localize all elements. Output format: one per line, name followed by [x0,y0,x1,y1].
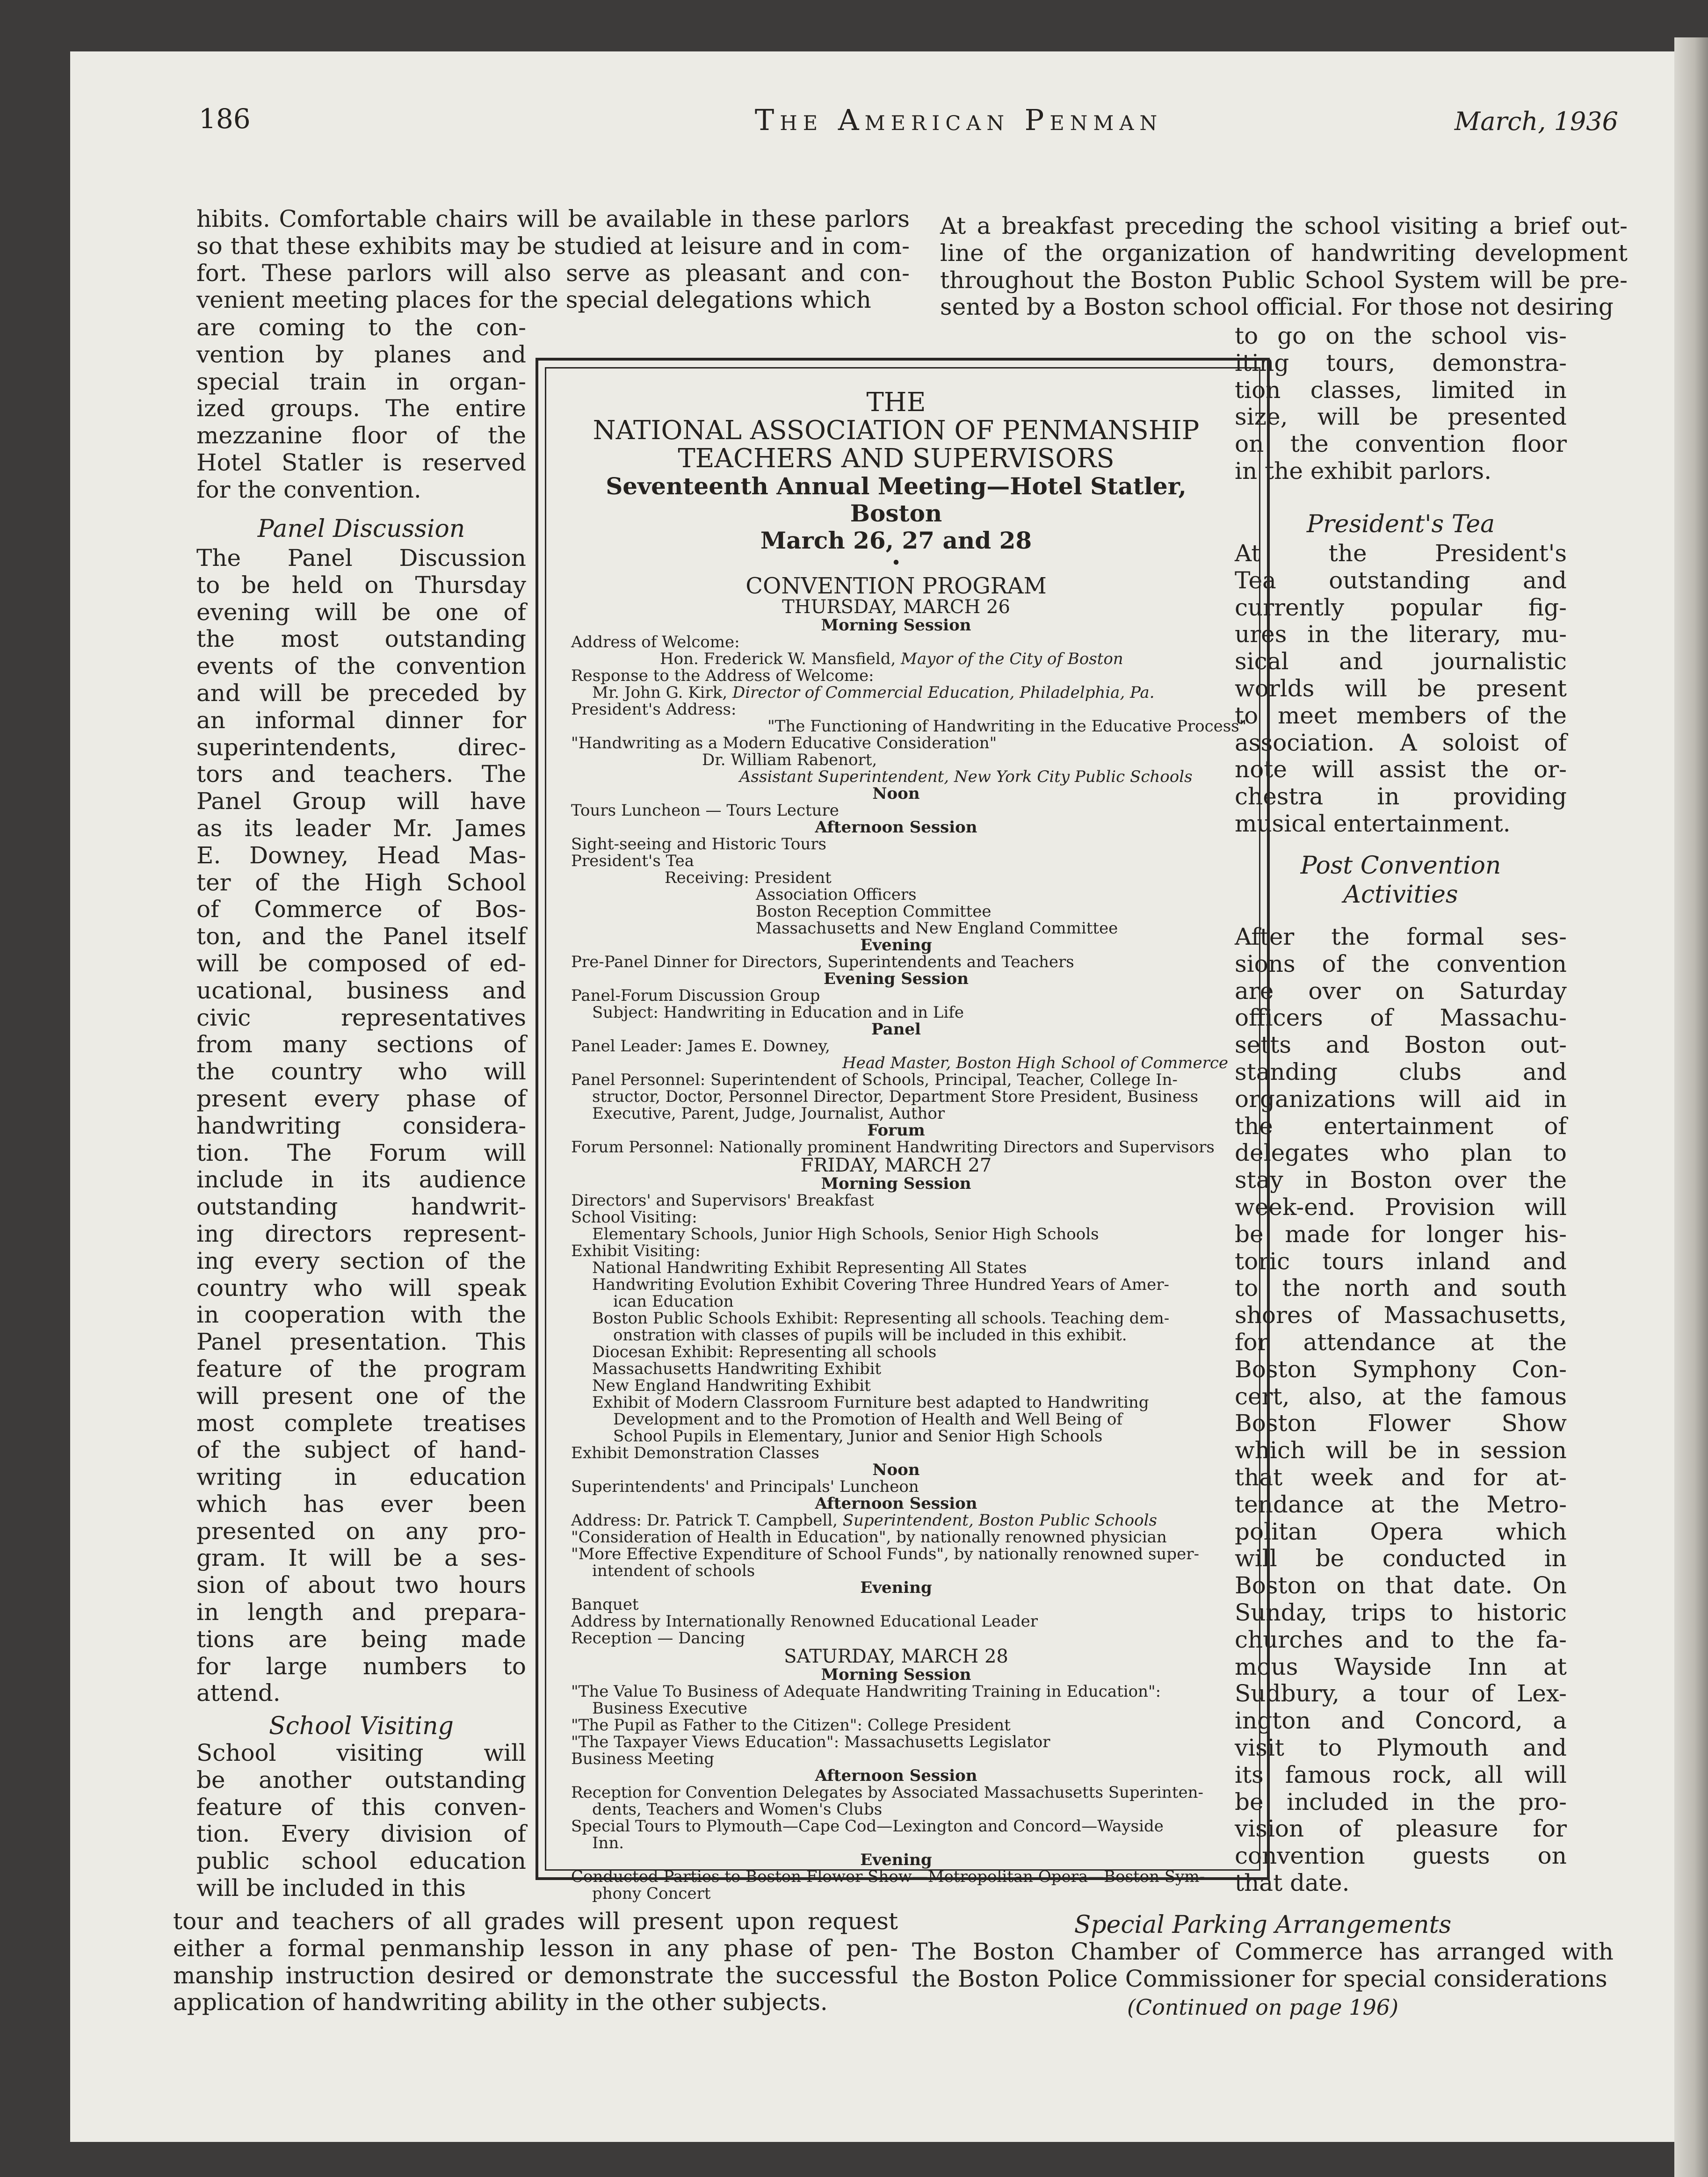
text-line: shores of Massachusetts, [1235,1302,1567,1329]
text-line: Boston on that date. On [1235,1572,1567,1599]
program-line: Panel Leader: James E. Downey, [571,1037,830,1056]
program-line: Business Executive [592,1699,747,1718]
presidents-tea-paragraph [1235,540,1567,838]
text-line: mous Wayside Inn at [1235,1653,1567,1680]
program-line: Head Master, Boston High School of Commerce [842,1054,1229,1072]
program-dates-line: March 26, 27 and 28 [760,527,1032,554]
issue-date: March, 1936 [1454,107,1618,136]
program-line: dents, Teachers and Women's Clubs [592,1800,883,1819]
program-line: Special Tours to Plymouth—Cape Cod—Lexington and Concord—Wayside [571,1817,1164,1836]
text-line: so that these exhibits may be studied at leisure and in com- [196,232,910,260]
thursday-afternoon-session: Afternoon Session [815,818,977,837]
text-line: an informal dinner for [196,706,526,734]
text-line: from many sections of [196,1031,526,1058]
program-line: ican Education [613,1292,734,1311]
program-line: Executive, Parent, Judge, Journalist, Author [592,1104,945,1123]
text-line: in length and prepara- [196,1598,526,1626]
text-line: are over on Saturday [1235,977,1567,1005]
left-convention-paragraph [196,314,526,504]
program-line: Mr. John G. Kirk, Director of Commercial Education, Philadelphia, Pa. [592,683,1155,702]
program-line: Business Meeting [571,1750,715,1768]
program-line: "The Functioning of Handwriting in the Educative Process" [767,717,1247,736]
text-line: Boston Flower Show [1235,1410,1567,1437]
text-line: ucational, business and [196,976,526,1004]
text-line: musical entertainment. [1235,810,1511,837]
program-line: Exhibit Demonstration Classes [571,1444,819,1462]
program-line: Directors' and Supervisors' Breakfast [571,1191,874,1210]
program-line: Conducted Parties to Boston Flower Show—Metropolitan Opera—Boston Sym- [571,1867,1205,1886]
text-line: Hotel Statler is reserved [196,448,526,476]
saturday-morning-session: Morning Session [821,1665,971,1684]
program-line: Development and to the Promotion of Health and Well Being of [613,1410,1122,1429]
text-line: throughout the Boston Public School System will be pre- [940,266,1628,294]
text-line: tions are being made [196,1625,526,1653]
text-line: size, will be presented [1235,403,1567,431]
text-line: in the exhibit parlors. [1235,457,1492,485]
friday-heading: FRIDAY, MARCH 27 [800,1155,992,1176]
text-line: to go on the school vis- [1235,322,1567,349]
text-line: week-end. Provision will [1235,1193,1567,1221]
friday-morning-session: Morning Session [821,1174,971,1193]
text-line: hibits. Comfortable chairs will be available in these parlors [196,205,910,232]
program-line: Diocesan Exhibit: Representing all schools [592,1343,937,1361]
text-line: Tea outstanding and [1235,566,1567,594]
text-line: the country who will [196,1058,526,1085]
text-line: will be composed of ed- [196,949,526,977]
program-line: Boston Public Schools Exhibit: Representing all schools. Teaching dem- [592,1309,1170,1328]
program-line: Elementary Schools, Junior High Schools, Senior High Schools [592,1225,1099,1244]
text-line: civic representatives [196,1004,526,1031]
text-line: to meet members of the [1235,702,1567,729]
text-line: ter of the High School [196,868,526,896]
presidents-tea-heading: President's Tea [1306,510,1495,538]
program-line: Panel-Forum Discussion Group [571,986,820,1005]
program-line: intendent of schools [592,1562,755,1580]
text-line: which will be in session [1235,1437,1567,1464]
text-line: mezzanine floor of the [196,422,526,449]
program-line: onstration with classes of pupils will be included in this exhibit. [613,1326,1127,1345]
program-line: School Pupils in Elementary, Junior and Senior High Schools [613,1427,1103,1446]
text-line: of Commerce of Bos- [196,896,526,923]
text-line: superintendents, direc- [196,733,526,761]
text-line: visit to Plymouth and [1235,1734,1567,1761]
text-line: evening will be one of [196,598,526,626]
program-line: Exhibit Visiting: [571,1242,701,1260]
program-title-the: THE [866,387,926,418]
program-line: School Visiting: [571,1208,697,1227]
text-line: of the subject of hand- [196,1436,526,1464]
program-line: "Consideration of Health in Education", by nationally renowned physician [571,1528,1167,1547]
text-line: feature of this conven- [196,1793,526,1821]
text-line: Sunday, trips to historic [1235,1598,1567,1626]
convention-program-box [536,358,1270,1903]
text-line: sical and journalistic [1235,648,1567,675]
text-line: tion. The Forum will [196,1139,526,1166]
text-line: At the President's [1235,540,1567,567]
text-line: to be held on Thursday [196,571,526,599]
text-line: After the formal ses- [1235,923,1567,950]
text-line: setts and Boston out- [1235,1031,1567,1059]
program-line: Subject: Handwriting in Education and in Life [592,1003,964,1022]
program-line: Tours Luncheon — Tours Lecture [571,801,839,820]
continued-note: (Continued on page 196) [1127,1995,1399,2020]
text-line: will be conducted in [1235,1545,1567,1572]
program-line: "The Taxpayer Views Education": Massachusetts Legislator [571,1733,1050,1751]
panel-discussion-paragraph [196,545,526,1707]
text-line: currently popular fig- [1235,593,1567,621]
program-title-line3: TEACHERS AND SUPERVISORS [678,443,1115,474]
program-line: Massachusetts and New England Committee [756,919,1118,938]
program-line: President's Address: [571,700,737,719]
text-line: iting tours, demonstra- [1235,349,1567,376]
page-number: 186 [199,103,251,135]
text-line: ized groups. The entire [196,395,526,422]
text-line: for large numbers to [196,1652,526,1680]
program-meeting-line: Seventeenth Annual Meeting—Hotel Statler, Boston [606,472,1187,527]
program-line: Pre-Panel Dinner for Directors, Superintendents and Teachers [571,953,1074,971]
program-line: Banquet [571,1595,639,1614]
text-line: the most outstanding [196,625,526,653]
text-line: Boston Symphony Con- [1235,1355,1567,1383]
text-line: chestra in providing [1235,783,1567,810]
thursday-morning-session: Morning Session [821,616,971,635]
program-line: "More Effective Expenditure of School Funds", by nationally renowned super- [571,1545,1199,1563]
text-line: public school education [196,1847,526,1875]
text-line: application of handwriting ability in the other subjects. [173,1989,828,2016]
text-line: stay in Boston over the [1235,1166,1567,1194]
school-visiting-continuation [173,1908,898,2016]
text-line: handwriting considera- [196,1112,526,1139]
text-line: and will be preceded by [196,679,526,707]
program-line: Boston Reception Committee [756,902,992,921]
program-line: New England Handwriting Exhibit [592,1376,871,1395]
text-line: the entertainment of [1235,1112,1567,1140]
program-line: Massachusetts Handwriting Exhibit [592,1360,882,1378]
text-line: be another outstanding [196,1766,526,1794]
program-line: Exhibit of Modern Classroom Furniture best adapted to Handwriting [592,1393,1149,1412]
text-line: ures in the literary, mu- [1235,621,1567,648]
program-line: Assistant Superintendent, New York City Public Schools [739,767,1193,786]
text-line: line of the organization of handwriting development [940,239,1628,267]
text-line: churches and to the fa- [1235,1626,1567,1653]
school-visiting-paragraph [196,1740,526,1902]
text-line: The Panel Discussion [196,544,526,571]
friday-evening: Evening [860,1578,932,1597]
text-line: vision of pleasure for [1235,1815,1567,1843]
text-line: as its leader Mr. James [196,814,526,842]
thursday-evening: Evening [860,936,932,955]
text-line: events of the convention [196,652,526,680]
text-line: attend. [196,1679,281,1707]
program-line: structor, Doctor, Personnel Director, Department Store President, Business [592,1087,1199,1106]
forum-heading: Forum [867,1121,925,1140]
school-visiting-heading: School Visiting [269,1712,454,1740]
program-line: "Handwriting as a Modern Educative Consideration" [571,734,997,752]
text-line: are coming to the con- [196,314,526,341]
text-line: note will assist the or- [1235,756,1567,783]
text-line: At a breakfast preceding the school visiting a brief out- [940,212,1628,239]
text-line: School visiting will [196,1739,526,1766]
text-line: will be included in this [196,1874,466,1902]
text-line: politan Opera which [1235,1518,1567,1545]
text-line: writing in education [196,1463,526,1491]
post-convention-paragraph [1235,924,1567,1897]
text-line: gram. It will be a ses- [196,1544,526,1572]
program-line: Address: Dr. Patrick T. Campbell, Superintendent, Boston Public Schools [571,1511,1157,1530]
post-convention-heading [1235,851,1567,909]
parking-paragraph [912,1938,1614,1993]
text-line: organizations will aid in [1235,1085,1567,1113]
post-convention-heading-line1: Post Convention [1300,852,1501,880]
running-title: The American Penman [754,103,1163,137]
thursday-evening-session: Evening Session [823,969,969,988]
program-line: Response to the Address of Welcome: [571,666,874,685]
thursday-heading: THURSDAY, MARCH 26 [782,596,1010,618]
text-line: ington and Concord, a [1235,1707,1567,1735]
text-line: special train in organ- [196,368,526,395]
demonstration-paragraph [1235,323,1567,485]
text-line: Panel Group will have [196,788,526,815]
text-line: tour and teachers of all grades will present upon request [173,1908,898,1935]
text-line: association. A soloist of [1235,729,1567,756]
program-line: Forum Personnel: Nationally prominent Handwriting Directors and Supervisors [571,1138,1215,1157]
text-line: worlds will be present [1235,674,1567,702]
saturday-afternoon-session: Afternoon Session [815,1766,977,1785]
text-line: sented by a Boston school official. For those not desiring [940,293,1614,321]
program-line: Address by Internationally Renowned Educational Leader [571,1612,1038,1631]
program-line: Reception for Convention Delegates by Associated Massachusetts Superinten- [571,1783,1203,1802]
text-line: to the north and south [1235,1274,1567,1302]
program-line: Dr. William Rabenort, [702,751,877,769]
text-line: presented on any pro- [196,1517,526,1545]
thursday-noon: Noon [872,784,920,803]
text-line: sions of the convention [1235,950,1567,977]
text-line: either a formal penmanship lesson in any phase of pen- [173,1934,898,1962]
post-convention-heading-line2: Activities [1343,881,1458,909]
friday-afternoon-session: Afternoon Session [815,1494,977,1513]
text-line: The Boston Chamber of Commerce has arranged with [912,1938,1614,1965]
program-line: phony Concert [592,1884,711,1903]
program-line: President's Tea [571,852,695,870]
text-line: convention guests on [1235,1842,1567,1870]
text-line: present every phase of [196,1085,526,1112]
text-line: its famous rock, all will [1235,1761,1567,1788]
program-line: Panel Personnel: Superintendent of Schools, Principal, Teacher, College In- [571,1070,1178,1089]
text-line: ing every section of the [196,1247,526,1274]
convention-program-heading: CONVENTION PROGRAM [745,573,1047,599]
text-line: tion. Every division of [196,1820,526,1848]
text-line: tors and teachers. The [196,760,526,788]
text-line: feature of the program [196,1355,526,1382]
saturday-evening: Evening [860,1851,932,1869]
program-line: Reception — Dancing [571,1629,745,1648]
program-title-line2: NATIONAL ASSOCIATION OF PENMANSHIP [593,415,1200,446]
text-line: toric tours inland and [1235,1247,1567,1275]
program-line: "The Pupil as Father to the Citizen": College President [571,1716,1011,1735]
text-line: vention by planes and [196,340,526,368]
text-line: that date. [1235,1869,1350,1896]
bullet-ornament: • [891,554,901,573]
text-line: on the convention floor [1235,430,1567,458]
text-line: which has ever been [196,1490,526,1518]
text-line: ing directors represent- [196,1220,526,1247]
text-line: be made for longer his- [1235,1220,1567,1248]
breakfast-paragraph [940,213,1628,321]
parking-heading: Special Parking Arrangements [1074,1911,1452,1939]
text-line: for attendance at the [1235,1328,1567,1356]
text-line: venient meeting places for the special delegations which [196,286,871,314]
panel-heading: Panel [871,1020,921,1039]
text-line: manship instruction desired or demonstrate the successful [173,1961,898,1989]
text-line: cert, also, at the famous [1235,1382,1567,1410]
text-line: country who will speak [196,1274,526,1302]
text-line: tion classes, limited in [1235,376,1567,404]
panel-discussion-heading: Panel Discussion [257,515,465,543]
program-line: National Handwriting Exhibit Representing All States [592,1258,1027,1277]
program-line: Association Officers [756,885,917,904]
program-line: Sight-seeing and Historic Tours [571,835,826,853]
program-line: Superintendents' and Principals' Luncheon [571,1477,919,1496]
text-line: delegates who plan to [1235,1139,1567,1167]
text-line: tendance at the Metro- [1235,1490,1567,1518]
text-line: for the convention. [196,476,421,503]
text-line: include in its audience [196,1166,526,1193]
text-line: most complete treatises [196,1409,526,1437]
text-line: in cooperation with the [196,1301,526,1329]
program-line: Receiving: President [665,868,832,887]
program-line: Inn. [592,1834,624,1852]
text-line: fort. These parlors will also serve as pleasant and con- [196,259,910,287]
text-line: the Boston Police Commissioner for special considerations [912,1965,1607,1992]
program-line: Address of Welcome: [571,633,740,651]
text-line: be included in the pro- [1235,1788,1567,1815]
saturday-heading: SATURDAY, MARCH 28 [784,1646,1008,1667]
friday-noon: Noon [872,1461,920,1479]
left-intro-paragraph [196,206,910,314]
text-line: standing clubs and [1235,1058,1567,1085]
program-line: "The Value To Business of Adequate Handwriting Training in Education": [571,1682,1161,1701]
text-line: Panel presentation. This [196,1328,526,1356]
program-line: Hon. Frederick W. Mansfield, Mayor of the City of Boston [660,650,1123,668]
text-line: ton, and the Panel itself [196,923,526,950]
text-line: officers of Massachu- [1235,1004,1567,1032]
book-spine-edge [1674,37,1708,2177]
text-line: E. Downey, Head Mas- [196,841,526,869]
text-line: outstanding handwrit- [196,1193,526,1221]
program-content [571,387,1247,1903]
text-line: that week and for at- [1235,1463,1567,1491]
program-line: Handwriting Evolution Exhibit Covering Three Hundred Years of Amer- [592,1275,1170,1294]
text-line: will present one of the [196,1382,526,1410]
text-line: Sudbury, a tour of Lex- [1235,1680,1567,1707]
text-line: sion of about two hours [196,1571,526,1599]
